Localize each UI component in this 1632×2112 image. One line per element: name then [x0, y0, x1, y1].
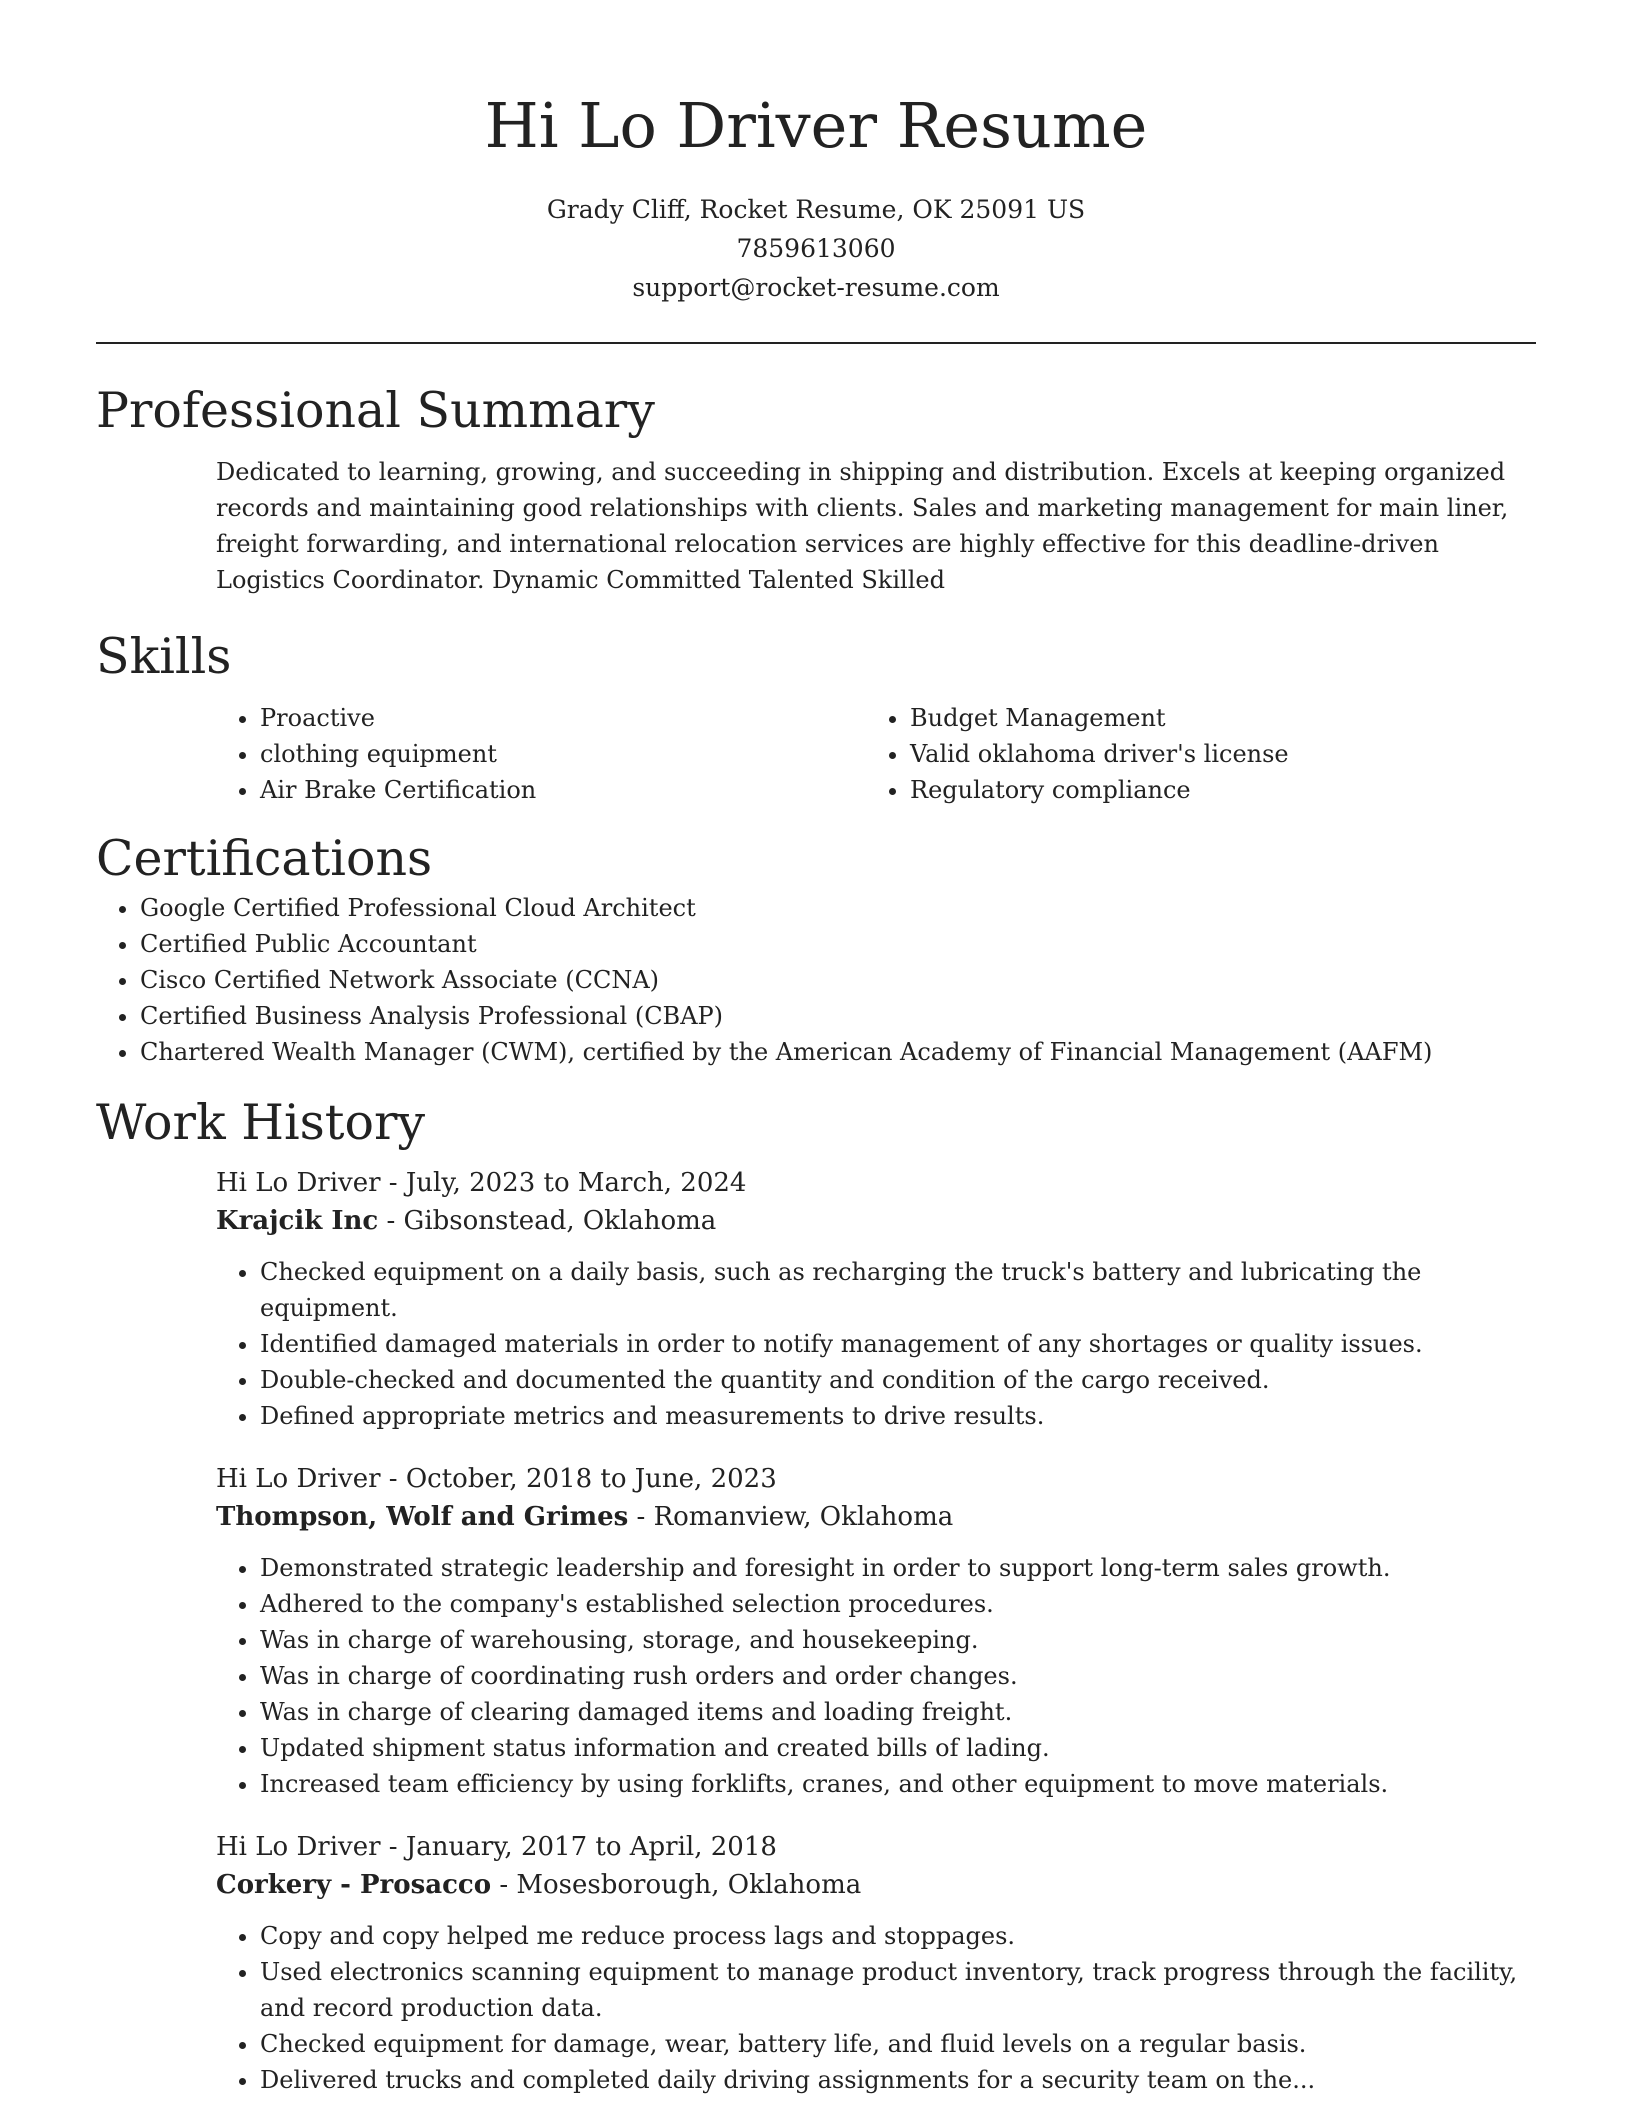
job-duty: • Updated shipment status information and created bills of lading.: [260, 1730, 1536, 1766]
job-duty: • Was in charge of coordinating rush orders and order changes.: [260, 1658, 1536, 1694]
skill-item: • Regulatory compliance: [910, 772, 1516, 808]
resume-page: [96, 0, 1536, 2098]
job-title-dates: Hi Lo Driver - January, 2017 to April, 2018: [216, 1832, 777, 1862]
job-duty: • Adhered to the company's established selection procedures.: [260, 1586, 1536, 1622]
job-duty: • Demonstrated strategic leadership and foresight in order to support long-term sales growth.: [260, 1550, 1536, 1586]
job-duty: • Checked equipment for damage, wear, battery life, and fluid levels on a regular basis.: [260, 2026, 1536, 2062]
summary-text: Dedicated to learning, growing, and succeeding in shipping and distribution. Excels at keeping organized records and maintaining good relationships with clients. Sales and marketing management for main liner, freight forwarding, and international relocation services are highly effective for this deadline-driven Logistics Coordinator. Dynamic Committed Talented Skilled: [216, 458, 1509, 594]
work-history-heading: Work History: [96, 1094, 426, 1151]
summary-heading: Professional Summary: [96, 382, 655, 439]
job-duty: • Defined appropriate metrics and measurements to drive results.: [260, 1398, 1536, 1434]
job-company-line: [216, 1202, 1536, 1240]
certifications-list: [96, 890, 1536, 1070]
certification-item: • Certified Public Accountant: [140, 926, 1536, 962]
job-company-line: [216, 1866, 1536, 1904]
job-title-dates: Hi Lo Driver - July, 2023 to March, 2024: [216, 1168, 747, 1198]
skill-item: • Valid oklahoma driver's license: [910, 736, 1516, 772]
job-duties: [216, 1918, 1536, 2098]
job-duty: • Used electronics scanning equipment to manage product inventory, track progress through the facility, and record production data.: [260, 1954, 1536, 2026]
job-company-line: [216, 1498, 1536, 1536]
job-duty: • Was in charge of clearing damaged items and loading freight.: [260, 1694, 1536, 1730]
contact-block: [96, 190, 1536, 307]
job-duty: • Double-checked and documented the quantity and condition of the cargo received.: [260, 1362, 1536, 1398]
job-title-dates: Hi Lo Driver - October, 2018 to June, 2023: [216, 1464, 777, 1494]
skill-item: • Air Brake Certification: [260, 772, 866, 808]
skill-item: • clothing equipment: [260, 736, 866, 772]
summary-section: [96, 380, 1536, 598]
job-entry: [216, 1164, 1536, 1434]
contact-address: Grady Cliff, Rocket Resume, OK 25091 US: [546, 195, 1086, 224]
job-duty: • Identified damaged materials in order to notify management of any shortages or quality issues.: [260, 1326, 1536, 1362]
contact-email: support@rocket-resume.com: [632, 273, 1000, 302]
skills-grid: [216, 700, 1536, 808]
job-company: Krajcik Inc: [216, 1206, 379, 1236]
job-entry: [216, 1460, 1536, 1802]
job-duty: • Checked equipment on a daily basis, such as recharging the truck's battery and lubricating the equipment.: [260, 1254, 1536, 1326]
skill-item: • Proactive: [260, 700, 866, 736]
certification-item: • Cisco Certified Network Associate (CCNA): [140, 962, 1536, 998]
skills-heading: Skills: [96, 628, 232, 685]
skills-column-left: [216, 700, 866, 808]
job-location: - Mosesborough, Oklahoma: [491, 1870, 862, 1900]
certification-item: • Chartered Wealth Manager (CWM), certified by the American Academy of Financial Management (AAFM): [140, 1034, 1536, 1070]
certification-item: • Google Certified Professional Cloud Architect: [140, 890, 1536, 926]
contact-phone: 7859613060: [736, 234, 896, 263]
job-duty: • Copy and copy helped me reduce process lags and stoppages.: [260, 1918, 1536, 1954]
certifications-heading: Certifications: [96, 830, 433, 887]
job-duty: • Increased team efficiency by using forklifts, cranes, and other equipment to move materials.: [260, 1766, 1536, 1802]
job-duties: [216, 1550, 1536, 1802]
job-location: - Romanview, Oklahoma: [628, 1502, 954, 1532]
job-entry: [216, 1828, 1536, 2098]
job-company: Corkery - Prosacco: [216, 1870, 492, 1900]
work-history-section: [96, 1092, 1536, 2098]
job-duty: • Was in charge of warehousing, storage, and housekeeping.: [260, 1622, 1536, 1658]
certifications-section: [96, 828, 1536, 1070]
job-location: - Gibsonstead, Oklahoma: [378, 1206, 717, 1236]
skills-column-right: [866, 700, 1516, 808]
resume-title: Hi Lo Driver Resume: [484, 89, 1148, 162]
job-company: Thompson, Wolf and Grimes: [216, 1502, 629, 1532]
job-duty: • Delivered trucks and completed daily driving assignments for a security team on the...: [260, 2062, 1536, 2098]
skill-item: • Budget Management: [910, 700, 1516, 736]
certification-item: • Certified Business Analysis Professional (CBAP): [140, 998, 1536, 1034]
job-duties: [216, 1254, 1536, 1434]
skills-section: [96, 626, 1536, 808]
header-divider: [96, 342, 1536, 344]
